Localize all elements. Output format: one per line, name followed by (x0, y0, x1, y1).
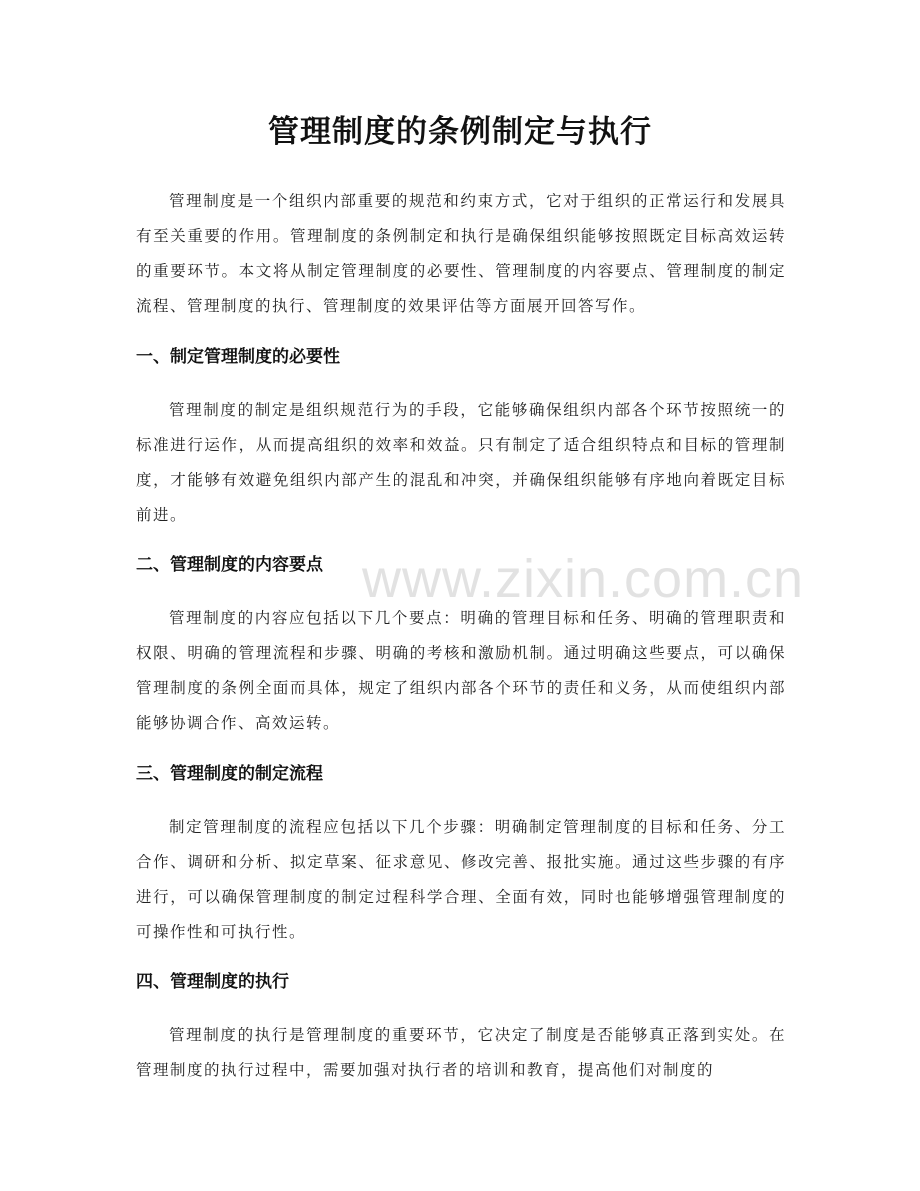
section-heading-4: 四、管理制度的执行 (136, 972, 289, 992)
section-body-2: 管理制度的内容应包括以下几个要点：明确的管理目标和任务、明确的管理职责和权限、明确的管理流程和步骤、明确的考核和激励机制。通过明确这些要点，可以确保管理制度的条例全面而具体，规定了组织内部各个环节的责任和义务，从而使组织内部能够协调合作、高效运转。 (136, 609, 786, 732)
intro-paragraph: 管理制度是一个组织内部重要的规范和约束方式，它对于组织的正常运行和发展具有至关重要的作用。管理制度的条例制定和执行是确保组织能够按照既定目标高效运转的重要环节。本文将从制定管理制度的必要性、管理制度的内容要点、管理制度的制定流程、管理制度的执行、管理制度的效果评估等方面展开回答写作。 (136, 192, 786, 315)
section-body-4: 管理制度的执行是管理制度的重要环节，它决定了制度是否能够真正落到实处。在管理制度的执行过程中，需要加强对执行者的培训和教育，提高他们对制度的 (136, 1026, 786, 1079)
section-heading-1: 一、制定管理制度的必要性 (136, 347, 340, 367)
section-heading-2: 二、管理制度的内容要点 (136, 555, 323, 575)
watermark: www.zixin.com.cn (362, 549, 805, 609)
section-body-1: 管理制度的制定是组织规范行为的手段，它能够确保组织内部各个环节按照统一的标准进行运作，从而提高组织的效率和效益。只有制定了适合组织特点和目标的管理制度，才能够有效避免组织内部产生的混乱和冲突，并确保组织能够有序地向着既定目标前进。 (136, 401, 786, 524)
section-body-3: 制定管理制度的流程应包括以下几个步骤：明确制定管理制度的目标和任务、分工合作、调研和分析、拟定草案、征求意见、修改完善、报批实施。通过这些步骤的有序进行，可以确保管理制度的制定过程科学合理、全面有效，同时也能够增强管理制度的可操作性和可执行性。 (136, 818, 786, 941)
section-heading-3: 三、管理制度的制定流程 (136, 764, 323, 784)
document-title: 管理制度的条例制定与执行 (268, 114, 652, 150)
